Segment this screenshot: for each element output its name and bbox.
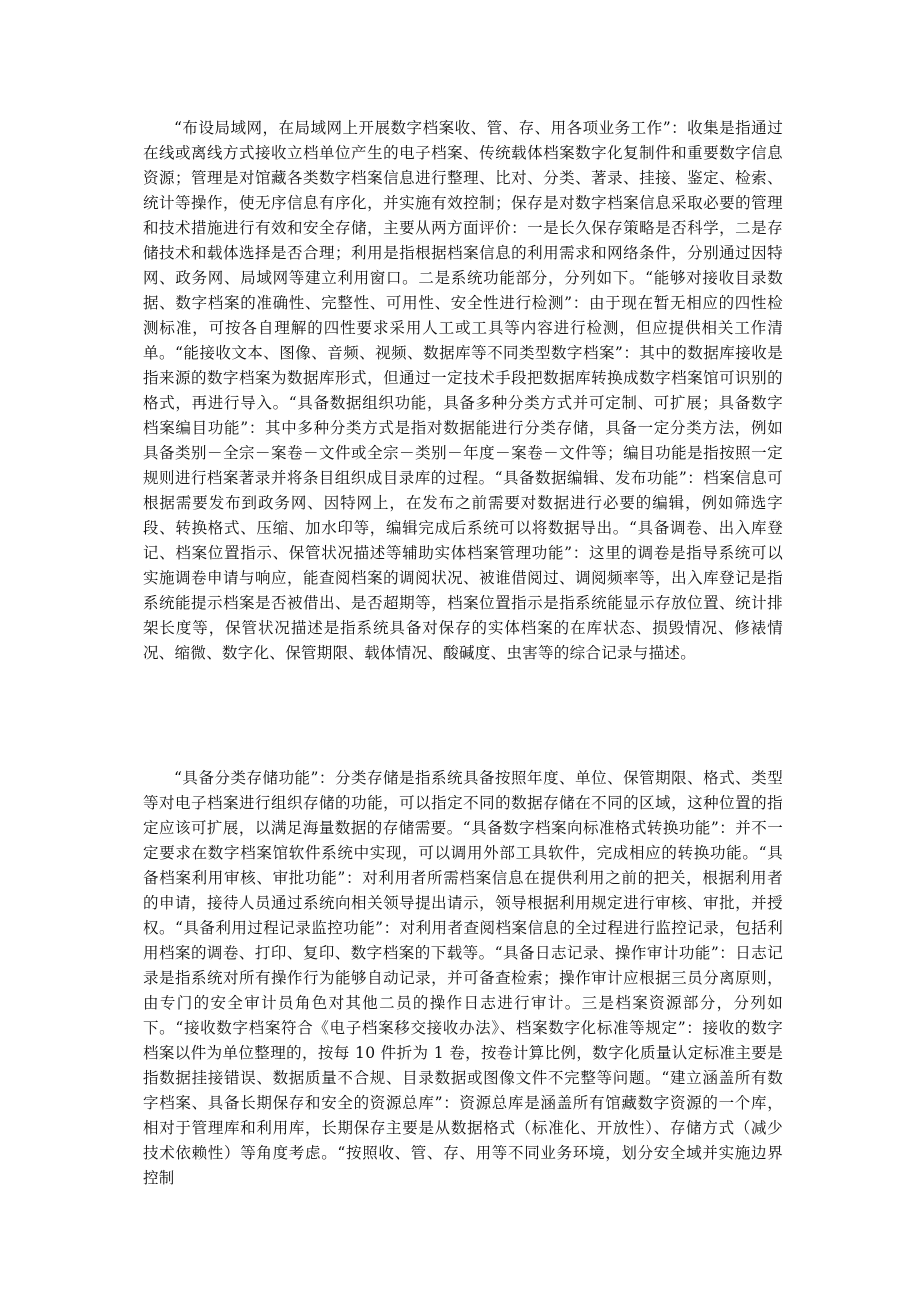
body-paragraph-1: “布设局域网，在局域网上开展数字档案收、管、存、用各项业务工作”：收集是指通过在线或离线方式接收立档单位产生的电子档案、传统载体档案数字化复制件和重要数字信息资源；管理是对馆藏各类数字档案信息进行整理、比对、分类、著录、挂接、鉴定、检索、统计等操作，使无序信息有序化，并实施有效控制；保存是对数字档案信息采取必要的管理和技术措施进行有效和安全存储，主要从两方面评价：一是长久保存策略是否科学，二是存储技术和载体选择是否合理；利用是指根据档案信息的利用需求和网络条件，分别通过因特网、政务网、局域网等建立利用窗口。二是系统功能部分，分列如下。“能够对接收目录数据、数字档案的准确性、完整性、可用性、安全性进行检测”：由于现在暂无相应的四性检测标准，可按各自理解的四性要求采用人工或工具等内容进行检测，但应提供相关工作清单。“能接收文本、图像、音频、视频、数据库等不同类型数字档案”：其中的数据库接收是指来源的数字档案为数据库形式，但通过一定技术手段把数据库转换成数字档案馆可识别的格式，再进行导入。“具备数据组织功能，具备多种分类方式并可定制、可扩展；具备数字档案编目功能”：其中多种分类方式是指对数据能进行分类存储，具备一定分类方法，例如具备类别－全宗－案卷－文件或全宗－类别－年度－案卷－文件等；编目功能是指按照一定规则进行档案著录并将条目组织成目录库的过程。“具备数据编辑、发布功能”：档案信息可根据需要发布到政务网、因特网上，在发布之前需要对数据进行必要的编辑，例如筛选字段、转换格式、压缩、加水印等，编辑完成后系统可以将数据导出。“具备调卷、出入库登记、档案位置指示、保管状况描述等辅助实体档案管理功能”：这里的调卷是指导系统可以实施调卷申请与响应，能查阅档案的调阅状况、被谁借阅过、调阅频率等，出入库登记是指系统能提示档案是否被借出、是否超期等，档案位置指示是指系统能显示存放位置、统计排架长度等，保管状况描述是指系统具备对保存的实体档案的在库状态、损毁情况、修裱情况、缩微、数字化、保管期限、载体情况、酸碱度、虫害等的综合记录与描述。	[143, 119, 783, 662]
body-paragraph-2: “具备分类存储功能”：分类存储是指系统具备按照年度、单位、保管期限、格式、类型等对电子档案进行组织存储的功能，可以指定不同的数据存储在不同的区域，这种位置的指定应该可扩展，以满足海量数据的存储需要。“具备数字档案向标准格式转换功能”：并不一定要求在数字档案馆软件系统中实现，可以调用外部工具软件，完成相应的转换功能。“具备档案利用审核、审批功能”：对利用者所需档案信息在提供利用之前的把关，根据利用者的申请，接待人员通过系统向相关领导提出请示，领导根据利用规定进行审核、审批，并授权。“具备利用过程记录监控功能”：对利用者查阅档案信息的全过程进行监控记录，包括利用档案的调卷、打印、复印、数字档案的下载等。“具备日志记录、操作审计功能”：日志记录是指系统对所有操作行为能够自动记录，并可备查检索；操作审计应根据三员分离原则，由专门的安全审计员角色对其他二员的操作日志进行审计。三是档案资源部分，分列如下。“接收数字档案符合《电子档案移交接收办法》、档案数字化标准等规定”：接收的数字档案以件为单位整理的，按每 10 件折为 1 卷，按卷计算比例，数字化质量认定标准主要是指数据挂接错误、数据质量不合规、目录数据或图像文件不完整等问题。“建立涵盖所有数字档案、具备长期保存和安全的资源总库”：资源总库是涵盖所有馆藏数字资源的一个库，相对于管理库和利用库，长期保存主要是从数据格式（标准化、开放性）、存储方式（减少技术依赖性）等角度考虑。“按照收、管、存、用等不同业务环境，划分安全域并实施边界控制	[143, 769, 783, 1187]
